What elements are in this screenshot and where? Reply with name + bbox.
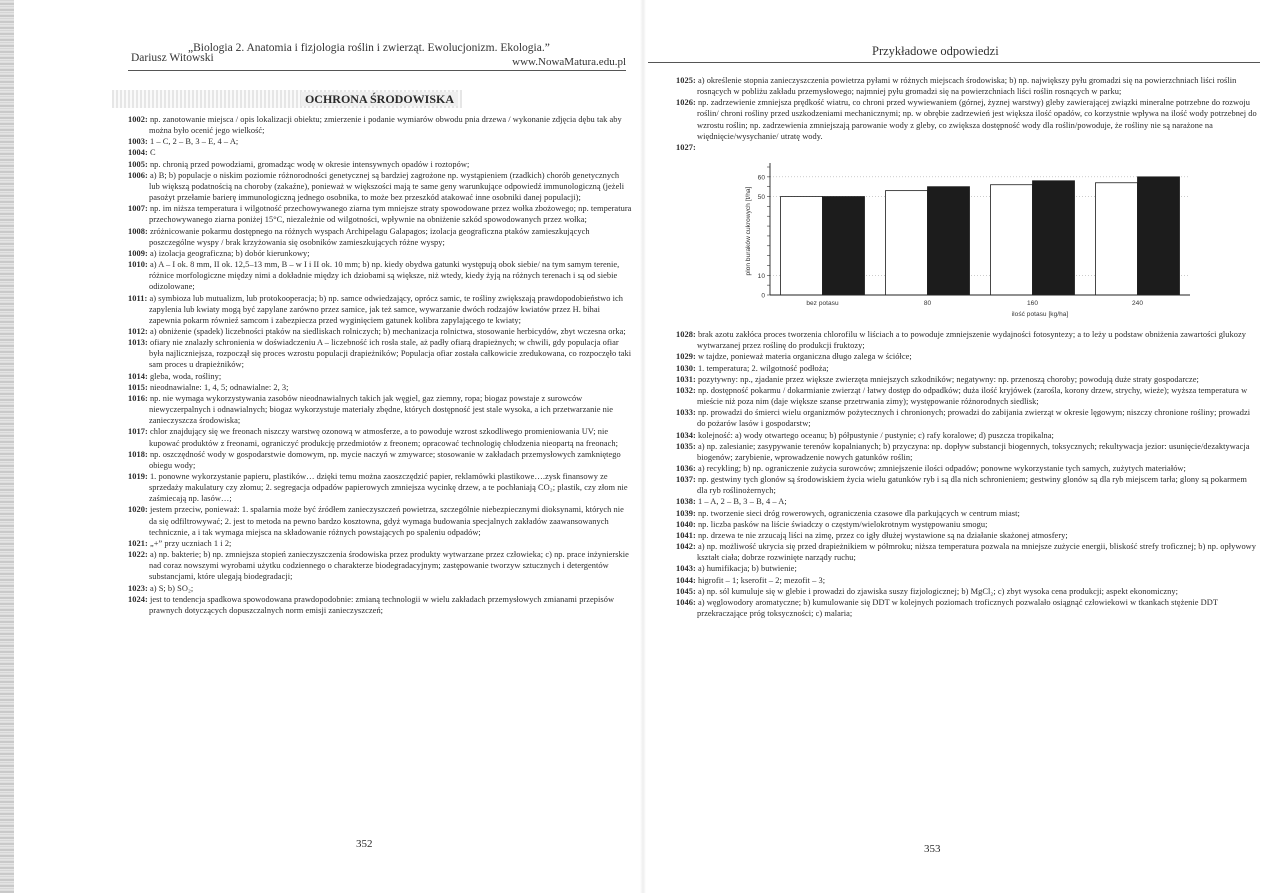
header-rule [128, 70, 626, 71]
answer-entry [128, 471, 632, 504]
answer-entry [128, 594, 632, 616]
answer-entry [128, 259, 632, 292]
answer-number: 1009: [128, 248, 148, 258]
answer-number: 1042: [676, 542, 696, 552]
answer-number: 1039: [676, 508, 696, 518]
answer-entry [676, 508, 1258, 519]
answer-entry [128, 326, 632, 337]
y-tick-label: 10 [757, 272, 765, 280]
bar [1096, 183, 1138, 295]
answer-entry [128, 159, 632, 170]
x-tick-label: bez potasu [806, 300, 839, 308]
y-tick-label: 50 [757, 194, 765, 202]
answer-entry [128, 248, 632, 259]
answer-number: 1041: [676, 530, 696, 540]
answer-entry [676, 97, 1258, 142]
answer-text: 1. ponowne wykorzystanie papieru, plastików… dzięki temu można zaoszczędzić papier, reklamówki plastikowe….zysk finansowy ze sprzedaży makulatury czy złomu; 2. segregacja odpadów papierowych zmniejsza wycinkę drzew, a te pochłaniają CO₂; plastik, czy złom nie zaśmiecają np. lasów…; [147, 472, 628, 504]
answer-number: 1023: [128, 583, 148, 593]
answer-entry [676, 463, 1258, 474]
answer-text: nieodnawialne: 1, 4, 5; odnawialne: 2, 3; [147, 382, 289, 392]
left-page-header [16, 38, 626, 70]
left-page [16, 0, 636, 893]
answer-number: 1034: [676, 430, 696, 440]
scan-edge-shadow [0, 0, 14, 893]
answer-text: a) np. bakterie; b) np. zmniejsza stopień zanieczyszczenia środowiska przez produkty wytwarzane przez człowieka; c) np. prace inżynierskie nad coraz nowszymi wyrobami użytku codziennego o charakterze biodegradacyjnym; zastępowanie tworzyw sztucznych i detergentów substancjami, które ulegają biodegradacji; [147, 550, 629, 582]
answer-entry [128, 538, 632, 549]
bar-chart [730, 155, 1250, 325]
answer-text: higrofit – 1; kserofit – 2; mezofit – 3; [695, 575, 826, 585]
answer-text: a) izolacja geograficzna; b) dobór kierunkowy; [147, 248, 310, 258]
answer-number: 1027: [676, 142, 696, 152]
bar [886, 191, 928, 295]
answer-text: np. prowadzi do śmierci wielu organizmów pożytecznych i chronionych; prowadzi do zabijania zwierząt w okresie lęgowym; niszczy chronione rośliny; prowadzi do pożarów lasów i gospodarstw; [695, 408, 1251, 429]
x-tick-label: 80 [923, 300, 932, 308]
answer-number: 1011: [128, 293, 148, 303]
answer-list [676, 75, 1258, 619]
answer-text: a) obniżenie (spadek) liczebności ptaków na siedliskach rolniczych; b) mechanizacja rolnictwa, stosowanie herbicydów, zbyt wczesna orka; [147, 326, 626, 336]
answer-number: 1013: [128, 338, 148, 348]
answer-entry [676, 75, 1258, 97]
answer-entry [676, 496, 1258, 507]
answer-number: 1005: [128, 159, 148, 169]
right-page-header [648, 40, 1260, 66]
answer-number: 1035: [676, 441, 696, 451]
answer-number: 1043: [676, 564, 696, 574]
chapter-title: Przykładowe odpowiedzi [872, 44, 999, 58]
answer-number: 1032: [676, 385, 696, 395]
answer-text: jestem przeciw, ponieważ: 1. spalarnia może być źródłem zanieczyszczeń powietrza, szczególnie niebezpiecznymi dioksynami, których nie da się odfiltrowywać; 2. jest to metoda na pewno bardzo kosztowna, gdyż wymaga budowania specjalnych zakładów zaawansowanych technicznie, a i tak wymaga miejsca na składowanie różnych powstających po spaleniu odpadów; [147, 505, 624, 537]
answer-entry [128, 371, 632, 382]
y-axis-label: plon buraków cukrowych [t/ha] [745, 186, 752, 276]
answer-text: np. im niższa temperatura i wilgotność przechowywanego ziarna tym mniejsze straty spowodowane przez wołka zbożowego; np. temperatura przechowywanego ziarna poniżej 15°C, niezależnie od wilgotności, wpływnie na obniżenie szkód spowodowanych przez wołka; [147, 204, 632, 225]
answer-entry [128, 293, 632, 326]
answer-entry [128, 504, 632, 537]
answer-number: 1045: [676, 586, 696, 596]
answer-number: 1017: [128, 427, 148, 437]
answer-entry [128, 170, 632, 203]
answer-text: np. liczba pasków na liście świadczy o częstym/wielokrotnym występowaniu smogu; [695, 519, 988, 529]
answer-number: 1036: [676, 463, 696, 473]
answer-entry [676, 407, 1258, 429]
answer-number: 1026: [676, 98, 696, 108]
answer-text: C [147, 148, 156, 158]
right-page [648, 0, 1260, 893]
chart-figure [676, 155, 1258, 325]
book-author: Dariusz Witowski [131, 52, 214, 64]
answer-entry [676, 586, 1258, 597]
book-gutter [640, 0, 646, 893]
answer-entry [676, 430, 1258, 441]
x-axis-label: ilość potasu [kg/ha] [1011, 311, 1069, 319]
answer-entry [676, 441, 1258, 463]
answer-text: np. chronią przed powodziami, gromadząc wodę w okresie intensywnych opadów i roztopów; [147, 159, 470, 169]
answer-entry [128, 226, 632, 248]
answer-entry [128, 426, 632, 448]
answer-text: jest to tendencja spadkowa spowodowana prawdopodobnie: zmianą technologii w wielu zakładach przemysłowych zmianami przepisów prawnych dotyczących dopuszczalnych norm emisji zanieczyszczeń; [147, 594, 615, 615]
answer-text: ofiary nie znalazły schronienia w doświadczeniu A – liczebność ich rosła stale, aż padły ofiarą drapieżnych; w chwili, gdy populacja ofiar była najliczniejsza, rozpoczął się proces wzrostu populacji drapieżników; Populacja ofiar została całkowicie zredukowana, co rozpoczęło taki sam proces u drapieżników; [147, 338, 632, 370]
answer-text: np. dostępność pokarmu / dokarmianie zwierząt / łatwy dostęp do odpadków; duża ilość kryjówek (zarośla, korony drzew, strychy, wieże); wyższa temperatura w mieście niż poza nim (daje większe szanse przetrwania zimy); występowanie różnorodnych siedlisk; [695, 385, 1248, 407]
answer-entry [128, 449, 632, 471]
answer-number: 1007: [128, 204, 148, 214]
answer-text: a) np. możliwość ukrycia się przed drapieżnikiem w półmroku; niższa temperatura pozwala na mniejsze zużycie energii, bliskość strefy troficznej; b) np. opływowy kształt ciała; dobrze rozwinięte narządy ruchu; [695, 542, 1257, 563]
answer-text: a) określenie stopnia zanieczyszczenia powietrza pyłami w różnych miejscach środowiska; b) np. największy pyłu gromadzi się na powierzchniach liści roślin rosnących w pobliżu zakładu przemysłowego; najmniej pyłu gromadzi się na powierzchniach liści roślin rosnących w parku; [695, 76, 1237, 97]
answer-number: 1016: [128, 393, 148, 403]
answer-entry [676, 385, 1258, 407]
answer-entry [676, 597, 1258, 619]
answer-number: 1044: [676, 575, 696, 585]
bar [1138, 177, 1180, 295]
answer-text: a) symbioza lub mutualizm, lub protokooperacja; b) np. samce odwiedzający, oprócz samic, te rośliny zwiększają prawdopodobieństwo ich zapylenia lub kwiaty mogą być zapylane zarówno przez samice, jak też samce, wywarzanie dwóch rodzajów kwiatów przez H. bihai zapewnia pokarm równieź samcom i zabezpiecza przed wyginięciem gatunek kolibra zapylającego te kwiaty; [147, 293, 624, 325]
answer-number: 1015: [128, 382, 148, 392]
answer-entry [676, 519, 1258, 530]
answer-text: np. tworzenie sieci dróg rowerowych, ograniczenia czasowe dla parkujących w centrum miast; [695, 508, 1020, 518]
answer-entry [676, 363, 1258, 374]
answer-entry [676, 351, 1258, 362]
answer-number: 1028: [676, 330, 696, 340]
y-tick-label: 60 [757, 174, 765, 182]
answer-text: a) recykling; b) np. ograniczenie zużycia surowców; zmniejszenie ilości odpadów; ponowne wykorzystanie tych samych, zużytych materiałów; [695, 463, 1186, 473]
answer-number: 1030: [676, 363, 696, 373]
y-tick-label: 0 [761, 292, 765, 300]
answer-number: 1024: [128, 594, 148, 604]
answer-number: 1029: [676, 352, 696, 362]
answer-entry [128, 114, 632, 136]
bar [928, 187, 970, 295]
answer-number: 1021: [128, 538, 148, 548]
answer-entry [676, 541, 1258, 563]
answer-entry [128, 147, 632, 158]
answer-number: 1038: [676, 497, 696, 507]
answer-entry [676, 329, 1258, 351]
answer-text: a) S; b) SO₂; [147, 583, 194, 593]
bar [781, 197, 823, 295]
answer-text: brak azotu zakłóca proces tworzenia chlorofilu w liściach a to powoduje zmniejszenie wydajności fotosyntezy; a to leży u podstaw obniżenia zawartości glukozy wytwarzanej przez roślinę do produkcji fruktozy; [695, 330, 1247, 351]
answer-number: 1046: [676, 597, 696, 607]
answer-text: zróżnicowanie pokarmu dostępnego na różnych wyspach Archipelagu Galapagos; izolacja geograficzna ptaków zamieszkujących poszczególne wyspy / brak krzyżowania się osobników zamieszkujących różne wyspy; [147, 226, 590, 247]
answer-text: np. oszczędność wody w gospodarstwie domowym, np. mycie naczyń w zmywarce; stosowanie w zakładach przemysłowych zamkniętego obiegu wody; [147, 449, 621, 470]
bar [1033, 181, 1075, 295]
answer-entry [676, 142, 1258, 153]
answer-number: 1018: [128, 449, 148, 459]
x-tick-label: 240 [1132, 300, 1143, 308]
answer-text: np. drzewa te nie zrzucają liści na zimę, przez co igły dłużej wystawione są na działanie skażonej atmosfery; [695, 530, 1068, 540]
answer-number: 1037: [676, 475, 696, 485]
section-title: OCHRONA ŚRODOWISKA [112, 90, 462, 108]
answer-text: a) np. sól kumuluje się w glebie i prowadzi do zjawiska suszy fizjologicznej; b) MgCl₂; c) zbyt wysoka cena produkcji; aspekt ekonomiczny; [695, 586, 1179, 596]
answer-text: a) węglowodory aromatyczne; b) kumulowanie się DDT w kolejnych poziomach troficznych pozwalało osiągnąć człowiekowi w tkankach stężenie DDT przekraczające próg toksyczności; c) malaria; [695, 597, 1218, 618]
x-tick-label: 160 [1027, 300, 1038, 308]
answer-entry [128, 136, 632, 147]
answer-entry [676, 575, 1258, 586]
answer-text: w tajdze, ponieważ materia organiczna długo zalega w ściółce; [695, 352, 912, 362]
answer-number: 1003: [128, 137, 148, 147]
answer-text: pozytywny: np., zjadanie przez większe zwierzęta mniejszych szkodników; negatywny: np. przenoszą choroby; powodują duże straty gospodarcze; [695, 374, 1199, 384]
answer-number: 1004: [128, 148, 148, 158]
answer-text: chlor znajdujący się we freonach niszczy warstwę ozonową w atmosferze, a to powoduje wzrost szkodliwego promieniowania UV; nie kupować produktów z freonami, ograniczyć produkcję przedmiotów z freonem; opracować technologię chłodzenia nieopartą na freonach; [147, 427, 618, 448]
answer-text: gleba, woda, rośliny; [147, 371, 222, 381]
answer-entry [128, 203, 632, 225]
answer-number: 1033: [676, 408, 696, 418]
answer-entry [676, 563, 1258, 574]
answer-text: np. zanotowanie miejsca / opis lokalizacji obiektu; zmierzenie i podanie wymiarów obwodu pnia drzewa / wykonanie zdjęcia dębu tak aby można było ocenić jego wielkość; [147, 115, 622, 136]
answer-text: 1 – C, 2 – B, 3 – E, 4 – A; [147, 137, 239, 147]
answer-number: 1012: [128, 326, 148, 336]
answer-entry [676, 530, 1258, 541]
answer-text: a) humifikacja; b) butwienie; [695, 564, 797, 574]
bar [823, 197, 865, 295]
answer-text: np. gestwiny tych glonów są środowiskiem życia wielu gatunków ryb i są dla nich schronieniem; gestwiny glonów są dla ryb miejscem tarła; glony są pokarmem dla ryb roślinożernych; [695, 475, 1247, 496]
answer-text: kolejność: a) wody otwartego oceanu; b) półpustynie / pustynie; c) rafy koralowe; d) puszcza tropikalna; [695, 430, 1054, 440]
answer-number: 1020: [128, 505, 148, 515]
answer-number: 1002: [128, 115, 148, 124]
answer-entry [128, 337, 632, 370]
answer-entry [128, 583, 632, 594]
answer-number: 1019: [128, 472, 148, 481]
answer-text: a) np. zalesianie; zasypywanie terenów kopalnianych; b) przyczyna: np. dopływ substancji biogennych, toksycznych; rekultywacja jezior: usunięcie/dezaktywacja biogenów; zarybienie, wprowadzenie nowych gatunków roślin; [695, 441, 1250, 462]
answer-number: 1014: [128, 371, 148, 381]
answer-text: a) A – I ok. 8 mm, II ok. 12,5–13 mm, B – w I i II ok. 10 mm; b) np. kiedy obydwa gatunki występują obok siebie/ na tym samym terenie, różnice morfologiczne między nimi a dokładnie między ich dziobami są większe, niż wtedy, kiedy żyją na różnych terenach i są od siebie odizolowane; [147, 260, 620, 292]
answer-entry [128, 549, 632, 582]
answer-number: 1025: [676, 76, 696, 85]
answer-number: 1031: [676, 374, 696, 384]
answer-text: a) B; b) populacje o niskim poziomie różnorodności genetycznej są bardziej zagrożone np. wystąpieniem (rzadkich) chorób genetycznych lub większą podatnością na choroby (zakaźne), ponieważ w większości mają te same geny warunkujące odpowiedź immunologiczną (jeżeli pasożyt przełamie barierę immunologiczną jednego osobnika, to może bez przeszkód atakować inne osobniki danej populacji); [147, 170, 625, 203]
answer-number: 1008: [128, 226, 148, 236]
page-number: 352 [356, 838, 373, 850]
book-title: „Biologia 2. Anatomia i fizjologia roślin i zwierząt. Ewolucjonizm. Ekologia.” [188, 42, 550, 54]
answer-list [128, 114, 632, 616]
answer-entry [676, 474, 1258, 496]
answer-entry [128, 393, 632, 426]
page-number: 353 [924, 843, 941, 855]
answer-number: 1022: [128, 550, 148, 560]
answer-text: „+” przy uczniach 1 i 2; [147, 538, 232, 548]
answer-text: np. nie wymaga wykorzystywania zasobów nieodnawialnych takich jak węgiel, gaz ziemny, ropa; biogaz powstaje z surowców niewyczerpalnych i odnawialnych; biogaz wykorzystuje materiały zbędne, których dostępność jest stale wysoka, a ich przetwarzanie nie zanieczyszcza środowiska; [147, 393, 614, 426]
answer-entry [128, 382, 632, 393]
answer-number: 1010: [128, 260, 148, 270]
answer-text: np. zadrzewienie zmniejsza prędkość wiatru, co chroni przed wywiewaniem (górnej, żyznej warstwy) gleby zawierającej związki mineralne potrzebne do rozwoju roślin/ chroni rośliny przed uszkodzeniami mechanicznymi; np. w obrębie zadrzewień jest większa ilość opadów, co korzystnie wpływa na ilość wody potrzebnej do wzrostu roślin; np. zadrzewienia zmniejszają parowanie wody z gleby, co zwiększa dostępność wody dla roślin/powoduje, że rośliny nie są narażone na więdnięcie/wysychanie/ utratę wody. [695, 98, 1257, 141]
answer-text: 1. temperatura; 2. wilgotność podłoża; [695, 363, 829, 373]
publisher-url: www.NowaMatura.edu.pl [512, 56, 626, 68]
bar [991, 185, 1033, 295]
answer-number: 1006: [128, 170, 148, 180]
header-rule [648, 62, 1260, 63]
answer-text: 1 – A, 2 – B, 3 – B, 4 – A; [695, 497, 787, 507]
answer-entry [676, 374, 1258, 385]
answer-number: 1040: [676, 519, 696, 529]
